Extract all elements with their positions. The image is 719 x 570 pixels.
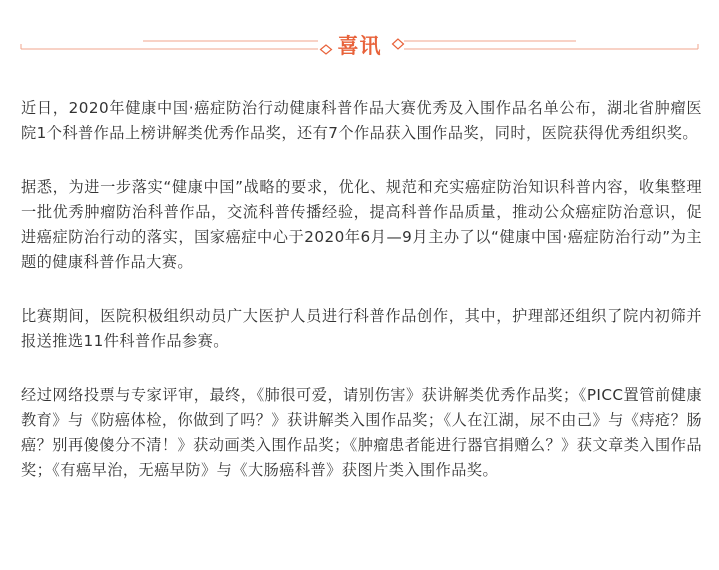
paragraph-participation: 比赛期间，医院积极组织动员广大医护人员进行科普作品创作，其中，护理部还组织了院内初筛并报送推选11件科普作品参赛。: [21, 307, 702, 350]
paragraph-intro: 近日，2020年健康中国·癌症防治行动健康科普作品大赛优秀及入围作品名单公布，湖北省肿瘤医院1个科普作品上榜讲解类优秀作品奖，还有7个作品获入围作品奖，同时，医院获得优秀组织奖。: [21, 99, 702, 142]
paragraph-background: 据悉，为进一步落实“健康中国”战略的要求，优化、规范和充实癌症防治知识科普内容，收集整理一批优秀肿瘤防治科普作品，交流科普传播经验，提高科普作品质量，推动公众癌症防治意识，促进癌症防治行动的落实，国家癌症中心于2020年6月—9月主办了以“健康中国·癌症防治行动”为主题的健康科普作品大赛。: [21, 178, 702, 271]
paragraph-results: 经过网络投票与专家评审，最终，《肺很可爱，请别伤害》获讲解类优秀作品奖；《PICC置管前健康教育》与《防癌体检，你做到了吗？》获讲解类入围作品奖；《人在江湖，尿不由己》与《痔疮？肠癌？别再傻傻分不清！》获动画类入围作品奖；《肿瘤患者能进行器官捐赠么？》获文章类入围作品奖；《有癌早治，无癌早防》与《大肠癌科普》获图片类入围作品奖。: [21, 386, 702, 479]
article-body: [21, 96, 702, 512]
announcement-header: [0, 0, 719, 90]
page-title: 喜讯: [337, 34, 382, 58]
